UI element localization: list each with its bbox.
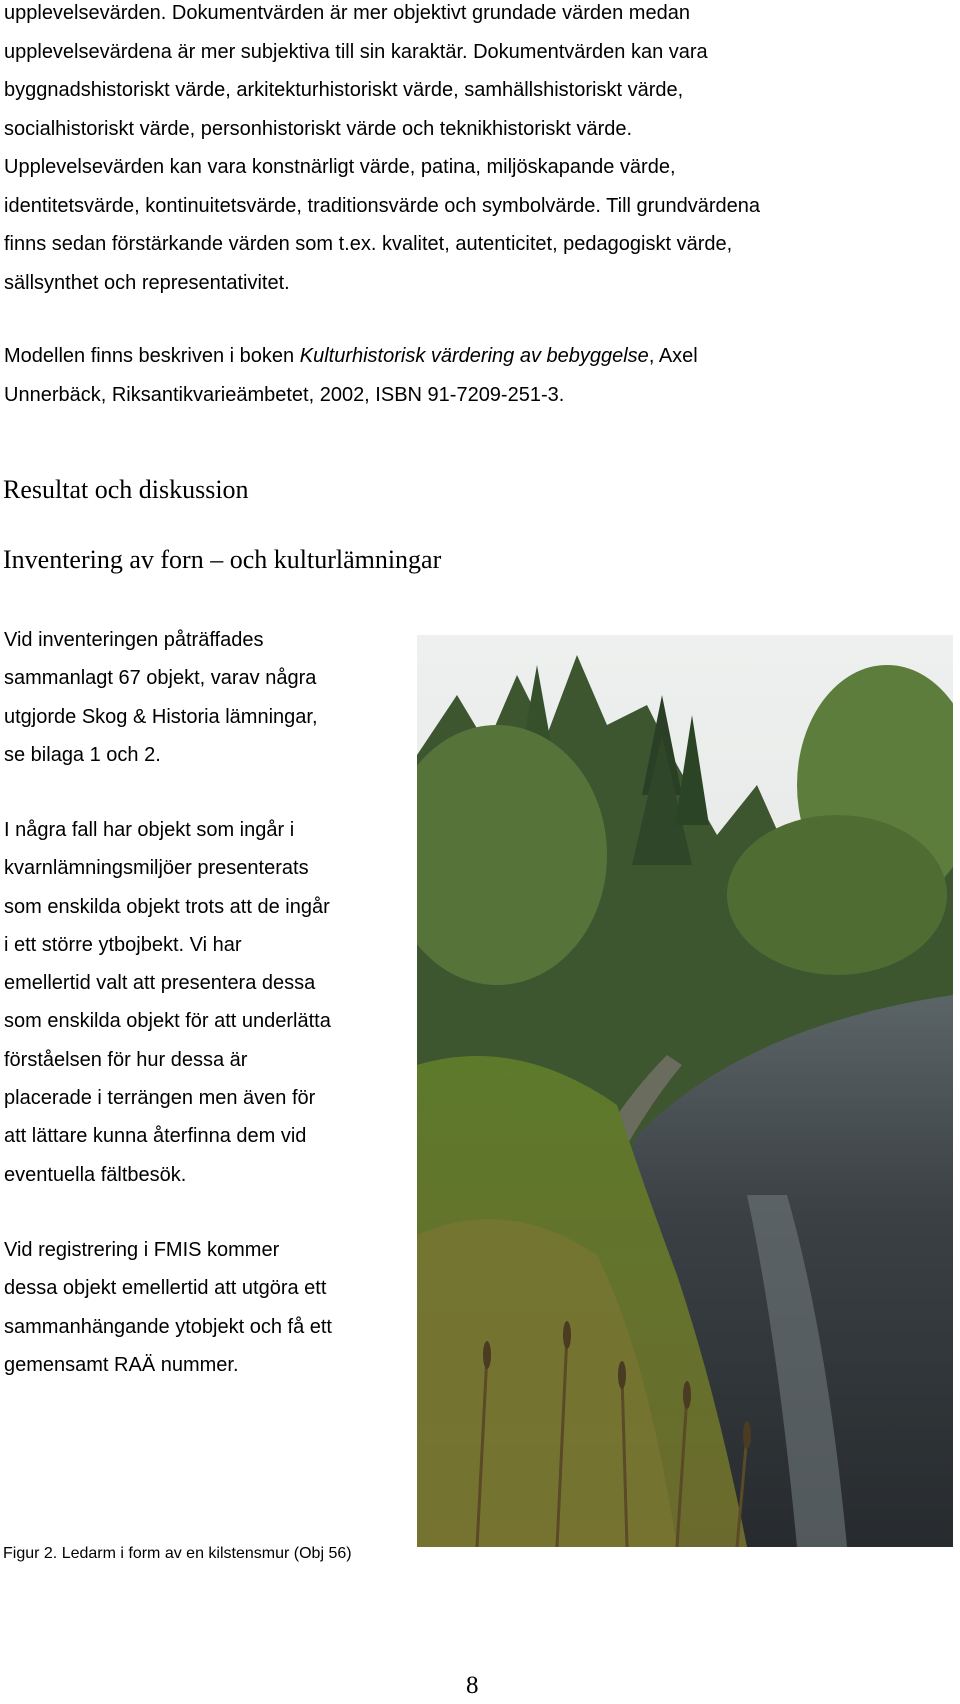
model-line-2: Unnerbäck, Riksantikvarieämbetet, 2002, ISBN 91-7209-251-3. <box>4 383 565 406</box>
model-line-1: Modellen finns beskriven i boken Kulturhistorisk värdering av bebyggelse, Axel <box>4 345 698 367</box>
page-number: 8 <box>466 1672 479 1699</box>
column-paragraph-1: Vid inventeringen påträffades sammanlagt 67 objekt, varav några utgjorde Skog & Historia lämningar, se bilaga 1 och 2. <box>4 629 318 766</box>
birch-foliage <box>727 815 947 975</box>
figure-photo <box>417 635 953 1547</box>
column-paragraph-3: Vid registrering i FMIS kommer dessa objekt emellertid att utgöra ett sammanhängande ytobjekt och få ett gemensamt RAÄ nummer. <box>4 1239 332 1376</box>
model-paragraph <box>4 337 698 414</box>
figure-caption: Figur 2. Ledarm i form av en kilstensmur (Obj 56) <box>3 1545 352 1562</box>
heading-results: Resultat och diskussion <box>3 475 249 504</box>
column-paragraph-2: I några fall har objekt som ingår i kvarnlämningsmiljöer presenterats som enskilda objekt trots att de ingår i ett större ytbojbekt. Vi har emellertid valt att presentera dessa som enskilda objekt för att underlätta förståelsen för hur dessa är placerade i terrängen men även för att lättare kunna återfinna dem vid eventuella fältbesök. <box>4 819 331 1186</box>
intro-paragraph: upplevelsevärden. Dokumentvärden är mer objektivt grundade värden medan upplevelsevärdena är mer subjektiva till sin karaktär. Dokumentvärden kan vara byggnadshistoriskt värde, arkitekturhistoriskt värde, samhällshistoriskt värde, socialhistoriskt värde, personhistoriskt värde och teknikhistoriskt värde. Upplevelsevärden kan vara konstnärligt värde, patina, miljöskapande värde, identitetsvärde, kontinuitetsvärde, traditionsvärde och symbolvärde. Till grundvärdena finns sedan förstärkande värden som t.ex. kvalitet, autenticitet, pedagogiskt värde, sällsynthet och representativitet. <box>4 2 760 294</box>
heading-inventory: Inventering av forn – och kulturlämningar <box>3 545 442 574</box>
book-title: Kulturhistorisk värdering av bebyggelse <box>299 345 649 367</box>
